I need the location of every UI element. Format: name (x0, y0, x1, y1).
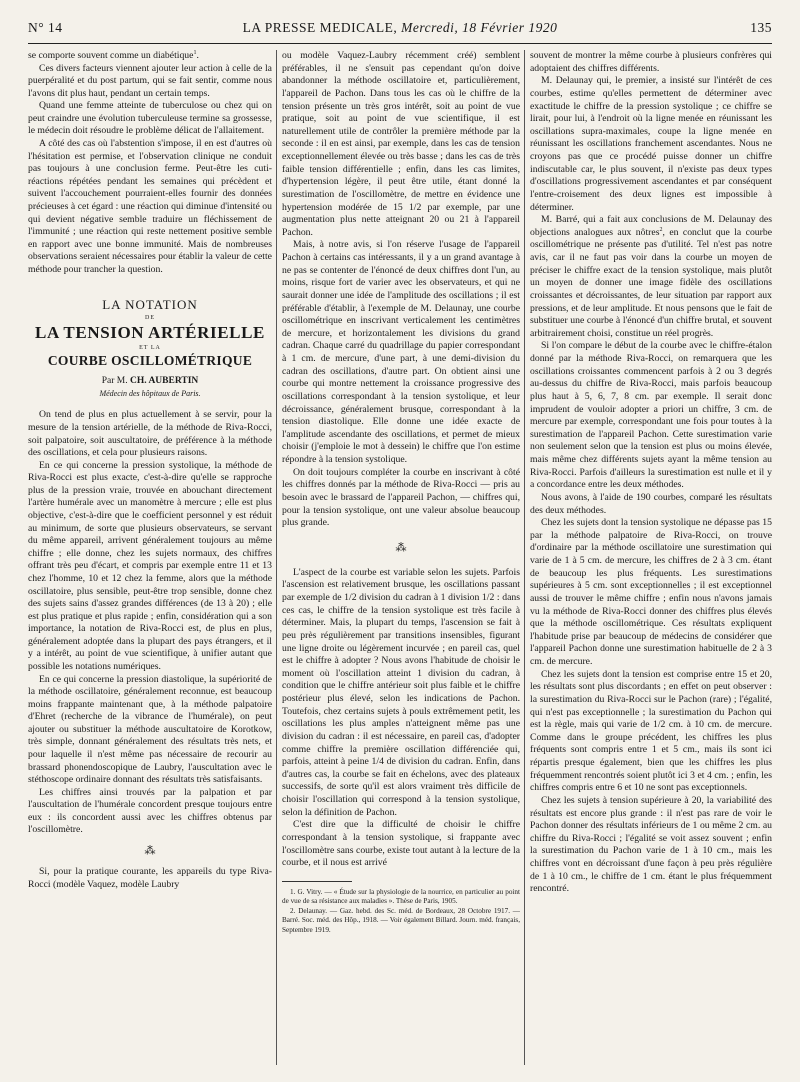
article-byline: Par M. CH. AUBERTIN (101, 376, 199, 387)
section-break-asterism: ⁂ (144, 845, 156, 858)
column-right (530, 50, 772, 1070)
paragraph: Nous avons, à l'aide de 190 courbes, comparé les résultats des deux méthodes. (530, 491, 772, 516)
paragraph: Si, pour la pratique courante, les appareils du type Riva-Rocci (modèle Vaquez, modèle Laubry (28, 866, 272, 890)
paragraph: Mais, à notre avis, si l'on réserve l'usage de l'appareil Pachon à certains cas intéressants, il y a un grand avantage à ne pas se contenter de l'énoncé de deux chiffres dont l'un, au moins, risque fort de varier avec les observateurs, et qui ne saurait donner une idée de l'amplitude des oscillations ; il est préférable d'établir, à l'exemple de M. Delaunay, une courbe oscillométrique en inscrivant verticalement les centimètres de mercure, et horizontalement les divisions du grand cadran. Chaque carré du quadrillage du papier correspondant à 1 cm. de mercure, d'une part, à une demi-division du cadran des oscillations, d'autre part. On obtient ainsi une courbe qui montre nettement la croissance progressive des oscillations correspondant à la tension systolique, et leur décroissance, généralement brusque, correspondant à la tension diastolique. Elle donne une idée exacte de l'amplitude ascendante des oscillations, et permet de mieux choisir (j'emploie le mot à dessein) le chiffre que l'on estime répondre à la tension systolique. (282, 239, 520, 465)
article-connector: ET LA (139, 345, 161, 352)
paragraph: M. Delaunay qui, le premier, a insisté sur l'intérêt de ces courbes, estime qu'elles permettent de déterminer avec exactitude le chiffre de la pression systolique ; ce chiffre se lirait, pour lui, à l'endroit où la ligne menée en réunissant les oscillations supra-maximales, coupe la ligne menée en réunissant les oscillations franchement ascendantes. Nous ne croyons pas que ce procédé puisse donner un chiffre indiscutable car, le plus souvent, il n'existe pas deux types d'oscillations progressivement ascendantes et par conséquent l'entre-croisement des deux lignes est impossible à déterminer. (530, 75, 772, 213)
article-title: LA TENSION ARTÉRIELLE (35, 323, 265, 343)
column-divider (524, 50, 525, 1065)
column-divider (276, 50, 277, 1065)
paragraph: A côté des cas où l'abstention s'impose, il en est d'autres où l'hésitation est permise, et l'observation clinique ne conduit pas toujours à une conclusion ferme. Peut-être les cuti-réactions répétées pendant les semaines qui précèdent et suivent l'accouchement pourraient-elles fournir des données précieuses à cet égard : une réaction qui diminue d'intensité ou qui devient négative semble traduire un fléchissement de l'immunité ; une réaction qui reste nettement positive semble en rapport avec une bonne immunité. Mais de nombreuses observations seraient nécessaires pour établir la valeur de cette méthode pour trancher la question. (28, 138, 272, 275)
footnote-ref: 1 (193, 50, 197, 56)
article-subtitle: COURBE OSCILLOMÉTRIQUE (47, 353, 253, 369)
paragraph: Si l'on compare le début de la courbe avec le chiffre-étalon donné par la méthode Riva-Rocci, on remarquera que les oscillations croissantes commencent parfois à 2 ou 3 degrés au-dessus du chiffre de Riva-Rocci, mais parfois beaucoup plus haut à 5, 6, 7, 8 cm. par exemple. Il serait donc imprudent de vouloir adopter a priori un chiffre, 3 cm. de mercure par exemple, correspondant une fois pour toutes à la surestimation de l'appareil Pachon. Cette surestimation varie non seulement selon que la tension est plus ou moins élevée, mais même chez différents sujets ayant la même tension au Riva-Rocci. Parfois d'ailleurs la surestimation est nulle et il y a concordance entre les deux méthodes. (530, 340, 772, 491)
issue-date: Mercredi, 18 Février 1920 (401, 20, 558, 35)
issue-number: N° 14 (28, 20, 63, 35)
article-connector: DE (145, 315, 155, 322)
paragraph: Chez les sujets dont la tension est comprise entre 15 et 20, les résultats sont plus discordants ; en effet on peut observer : la surestimation du Riva-Rocci sur le Pachon (rare) ; l'égalité, qui n'est pas exceptionnelle ; la surestimation du Pachon qui est la règle, mais qui varie de 1/2 cm. à 10 cm. de mercure. Comme dans le groupe précédent, les chiffres les plus fréquents sont compris entre 1 et 5 cm., mais ils sont ici répartis presque également, bien que les chiffres les plus fréquemment rencontrés soient plutôt ici 3 et 4 cm. ; enfin, les chiffres compris entre 6 et 10 ne sont pas exceptionnels. (530, 668, 772, 794)
paragraph: Chez les sujets dont la tension systolique ne dépasse pas 15 par la méthode palpatoire de Riva-Rocci, on trouve d'ordinaire par la méthode oscillatoire une surestimation qui varie de 1 à 5 cm. de mercure, les chiffres de 2 à 3 cm. étant de beaucoup les plus fréquents. Les surestimations supérieures à 5 cm. sont exceptionnelles ; il est exceptionnel aussi de trouver le même chiffre ; enfin nous n'avons jamais vu la méthode de Riva-Rocci donner des chiffres plus élevés que la méthode oscillométrique. Ces résultats expliquent l'habitude prise par beaucoup de médecins de considérer que l'appareil Pachon donne une surestimation habituelle de 2 à 3 cm. de mercure. (530, 517, 772, 667)
footnote: 2. Delaunay. — Gaz. hebd. des Sc. méd. de Bordeaux, 28 Octobre 1917. — Barré. Soc. méd. des Hôp., 1918. — Voir également Billard. Journ. méd. français, Septembre 1919. (282, 906, 520, 934)
paragraph: En ce qui concerne la pression systolique, la méthode de Riva-Rocci est plus exacte, c'est-à-dire qu'elle se rapproche plus de la pression vraie, trouvée en abouchant directement l'artère humérale avec un manomètre à mercure ; elle est plus objective, c'est-à-dire que le coefficient personnel y est réduit au minimum, de sorte que plusieurs observateurs, se servant du même appareil, arrivent généralement toujours au même chiffre ; elle donne, chez les sujets normaux, des chiffres offrant très peu d'écart, et compris par exemple entre 11 et 13 chez l'homme, 10 et 12 chez la femme, alors que la méthode oscillatoire, plus sensible, peut-être trop sensible, donne chez des sujets sains d'assez grandes différences (de 13 à 20) ; elle est plus pratique et plus rapide ; enfin, considération qui a son importance, la notation de Riva-Rocci est, de plus en plus, généralement adoptée dans la plupart des pays étrangers, et il y a intérêt, au point de vue scientifique, à unifier autant que possible les notations numériques. (28, 459, 272, 672)
article-kicker: LA NOTATION (102, 297, 198, 313)
journal-name: LA PRESSE MEDICALE, (242, 20, 398, 35)
section-break-asterism: ⁂ (395, 541, 407, 554)
paragraph: On doit toujours compléter la courbe en inscrivant à côté les chiffres donnés par la méthode de Riva-Rocci — pris au besoin avec le brassard de l'appareil Pachon, — chiffres qui, pour la tension systolique, ont une valeur absolue beaucoup plus grande. (282, 466, 520, 529)
paragraph: M. Barré, qui a fait aux conclusions de M. Delaunay des objections analogues aux nôtres$^2$, en conclut que la courbe oscillométrique ne présente pas d'utilité. Tel n'est pas notre avis, car il ne faut pas voir dans la courbe un moyen de préciser le chiffre exact de la tension systolique, mais plutôt un moyen de donner une image fidèle des oscillations croissantes et décroissantes, de leur situation par rapport aux pressions, et de leur amplitude. Et nous pensons que le fait de substituer une courbe à l'énoncé d'un chiffre brutal, et souvent arbitrairement choisi, constitue un réel progrès. (530, 214, 772, 339)
footnote-rule (282, 881, 352, 882)
author-name: CH. AUBERTIN (129, 376, 199, 387)
running-header (28, 20, 772, 40)
column-left (28, 50, 272, 1070)
paragraph: Chez les sujets à tension supérieure à 20, la variabilité des résultats est encore plus grande : il n'est pas rare de voir le Pachon donner des résultats inférieurs de 1 ou même 2 cm. au chiffre du Riva-Rocci ; l'égalité se voit assez souvent ; enfin la surestimation du Pachon varie de 1 à 10 cm., mais les chiffres vont en décroissant d'une façon à peu près régulière de 1 à 10 cm., le chiffre de 1 cm. étant le plus fréquemment rencontré. (530, 794, 772, 895)
journal-title-line (28, 20, 772, 36)
paragraph: se comporte souvent comme un diabétique$^1$. (28, 50, 199, 61)
paragraph: C'est dire que la difficulté de choisir le chiffre correspondant à la tension systolique, si frappante avec l'oscillomètre sans courbe, existe tout autant à la lecture de la courbe, et il nous est arrivé (282, 819, 520, 869)
footnote-ref: 2 (659, 226, 663, 233)
article-heading (28, 296, 272, 399)
paragraph: ou modèle Vaquez-Laubry récemment créé) semblent préférables, il ne s'ensuit pas cependant qu'on doive abandonner la méthode oscillatoire et, particulièrement, l'appareil de Pachon. Dans tous les cas où le chiffre de la tension présente un très gros intérêt, soit au point de vue pratique, soit au point de vue scientifique, il est naturellement utile de contrôler la première méthode par la seconde : il en est ainsi, par exemple, dans les cas de tension exceptionnellement élevée ou très basse ; dans les cas de très faible tension différentielle ; enfin, dans les cas limites, d'hypertension légère, il peut être utile, étant donné la surestimation de l'oscillomètre, de mettre en évidence une hypertension modérée de 15 1/2 par exemple, par une augmentation plus nette atteignant 20 ou 21 à l'appareil Pachon. (282, 50, 520, 238)
header-rule (28, 43, 772, 44)
paragraph: Les chiffres ainsi trouvés par la palpation et par l'auscultation de l'humérale concordent presque toujours entre eux : ils concordent aussi avec les chiffres obtenus par l'oscillomètre. (28, 786, 272, 836)
footnote: 1. G. Vitry. — « Étude sur la physiologie de la nourrice, en particulier au point de vue de sa résistance aux maladies ». Thèse de Paris, 1905. (282, 887, 520, 906)
paragraph: On tend de plus en plus actuellement à se servir, pour la mesure de la tension artérielle, de la méthode de Riva-Rocci, soit palpatoire, soit auscultatoire, de préférence à la méthode des oscillations, et cela pour plusieurs raisons. (28, 409, 272, 459)
paragraph: L'aspect de la courbe est variable selon les sujets. Parfois l'ascension est relativement brusque, les oscillations passant par exemple de 1/2 division du cadran à 1 division 1/2 : dans ces cas, le chiffre de la tension systolique est très facile à déterminer. Mais, la plupart du temps, l'ascension se fait à peu près régulièrement par transitions insensibles, figurant une ligne droite ou légèrement incurvée ; en pareil cas, quel est le chiffre à adopter ? Nous avons l'habitude de choisir le moment où l'oscillation atteint 1 division du cadran, à condition que le chiffre antérieur soit plus faible et le chiffre postérieur plus élevé, selon les indications de Pachon. Toutefois, chez certains sujets à pouls extrêmement petit, les oscillations les plus amples n'atteignent même pas une division du cadran : il est nécessaire, en pareil cas, d'adopter comme chiffre la première oscillation différenciée qui, parfois, atteint à peine 1/4 de division du cadran. Enfin, dans d'autres cas, la courbe se fait en échelons, avec des plateaux successifs, de sorte qu'il est alors vraiment très difficile de choisir l'oscillation qui correspond à la tension systolique, selon la définition de Pachon. (282, 566, 520, 818)
paragraph: Ces divers facteurs viennent ajouter leur action à celle de la puerpéralité et du post partum, qui se fait sentir, comme nous l'avons dit plus haut, pendant un certain temps. (28, 62, 272, 99)
paragraph: Quand une femme atteinte de tuberculose ou chez qui on peut craindre une évolution tuberculeuse termine sa grossesse, le médecin doit résoudre le problème délicat de l'allaitement. (28, 100, 272, 137)
author-affiliation: Médecin des hôpitaux de Paris. (99, 389, 201, 399)
paragraph: souvent de montrer la même courbe à plusieurs confrères qui adoptaient des chiffres différents. (530, 50, 772, 74)
paragraph: En ce qui concerne la pression diastolique, la supériorité de la méthode oscillatoire, généralement reconnue, est beaucoup moins frappante maintenant que, à la méthode palpatoire d'Ehret (recherche de la vibrance de l'humérale), on peut ajouter ou substituer la méthode auscultatoire de Korotkow, très simple, donnant généralement des résultats très nets, et pour laquelle il n'est même pas nécessaire de recourir au brassard phonendoscopique de Laubry, l'auscultation avec le stéthoscope ordinaire donnant des résultats très satisfaisants. (28, 673, 272, 786)
column-middle (282, 50, 520, 1070)
page-number: 135 (750, 20, 772, 35)
